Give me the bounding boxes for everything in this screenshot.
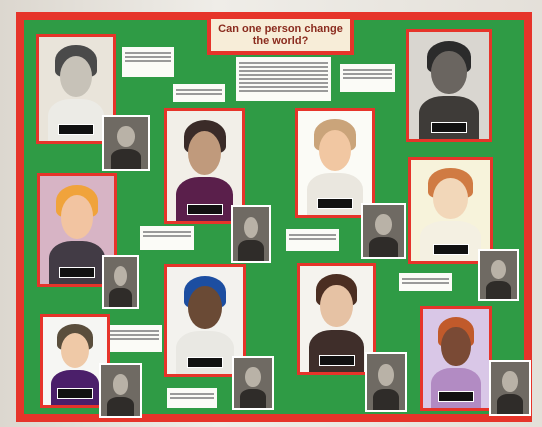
- text-card: [140, 226, 194, 250]
- text-card: [286, 229, 339, 251]
- photo-portrait: [365, 352, 407, 412]
- photo-portrait: [232, 356, 274, 410]
- photo-portrait: [99, 363, 142, 418]
- text-card: [167, 388, 217, 408]
- photo-portrait: [231, 205, 271, 263]
- intro-text-card: [236, 57, 331, 101]
- board-title-card: [207, 15, 354, 55]
- photo-portrait: [361, 203, 406, 259]
- text-card: [106, 325, 162, 352]
- artwork-portrait: [420, 306, 492, 411]
- text-card: [173, 84, 225, 102]
- artwork-portrait: [408, 157, 493, 264]
- photo-portrait: [489, 360, 531, 416]
- text-card: [399, 273, 452, 291]
- text-card: [340, 64, 395, 92]
- artwork-portrait: [295, 108, 375, 218]
- photo-portrait: [102, 255, 139, 309]
- photo-portrait: [478, 249, 519, 301]
- artwork-portrait: [406, 29, 492, 142]
- text-card: [122, 47, 174, 77]
- photo-portrait: [102, 115, 150, 171]
- board-title: Can one person change the world?: [211, 19, 350, 51]
